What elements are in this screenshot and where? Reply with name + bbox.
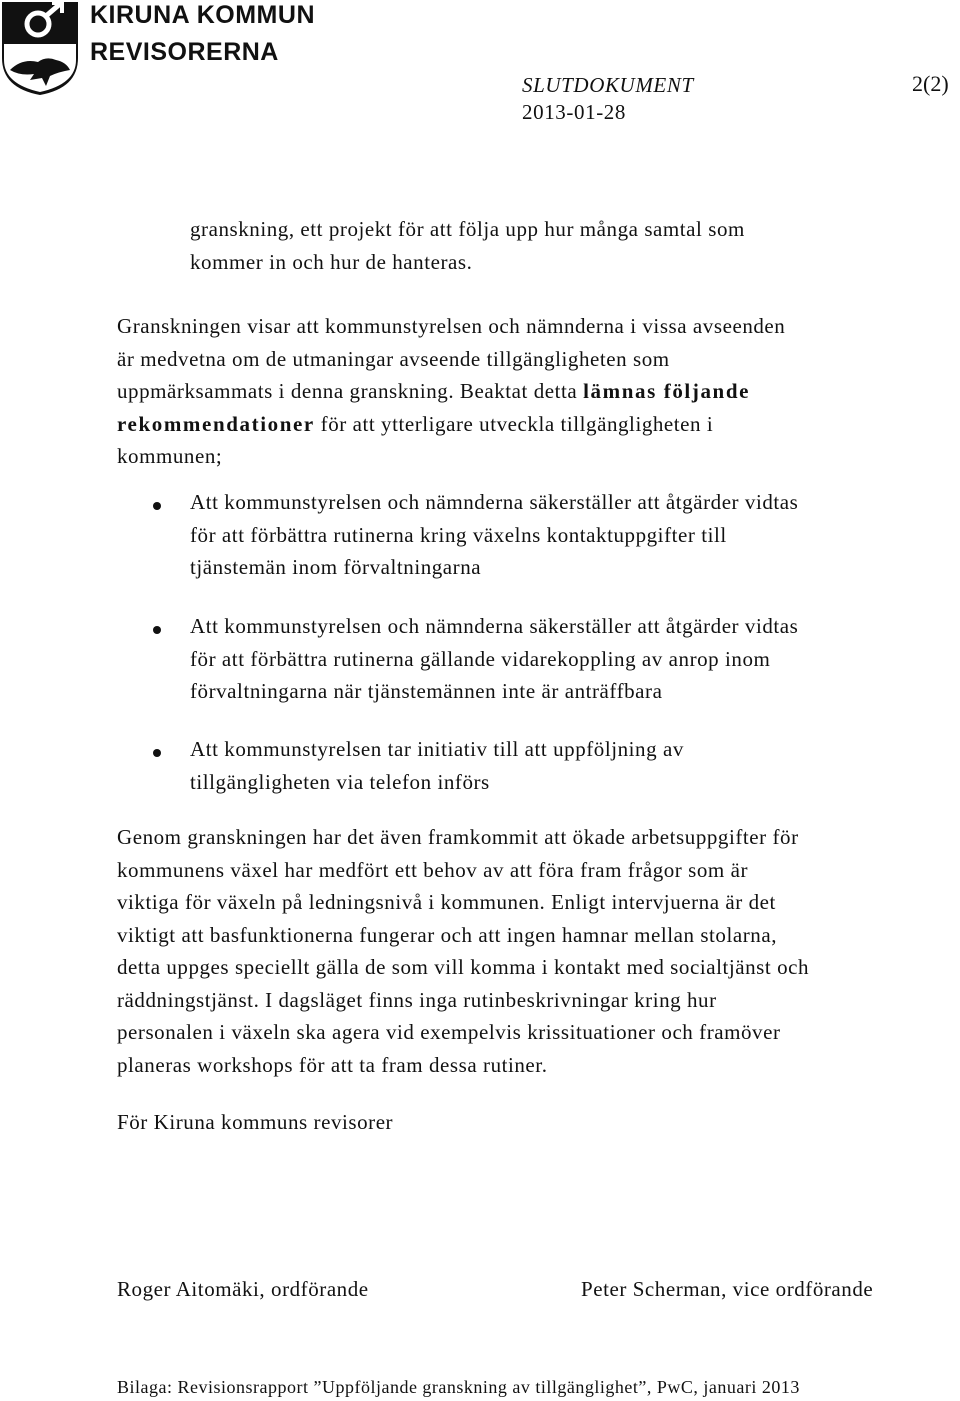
bullet-icon: [153, 626, 161, 634]
text-line: Genom granskningen har det även framkommit att ökade arbetsuppgifter för: [117, 825, 799, 849]
signature-chair: Roger Aitomäki, ordförande: [117, 1277, 369, 1301]
text-run: för att ytterligare utveckla tillgängligheten i: [314, 411, 714, 436]
text-line: planeras workshops för att ta fram dessa rutiner.: [117, 1052, 548, 1077]
text-line: detta uppges speciellt gälla de som vill komma i kontakt med socialtjänst och: [117, 955, 810, 979]
coat-of-arms-icon: [0, 0, 80, 96]
bullet-icon: [153, 502, 161, 510]
closing-line: För Kiruna kommuns revisorer: [117, 1110, 394, 1134]
recommendation-item: [190, 733, 684, 798]
page-number: 2(2): [912, 71, 949, 96]
text-line: [117, 375, 785, 408]
kiruna-logo: [0, 0, 330, 100]
text-line: kommer in och hur de hanteras.: [190, 249, 473, 274]
document-date: 2013-01-28: [522, 100, 626, 124]
text-line: kommunen;: [117, 444, 223, 468]
text-line: viktigt att basfunktionerna fungerar och att ingen hamnar mellan stolarna,: [117, 922, 777, 947]
text-line: för att förbättra rutinerna gällande vidarekoppling av anrop inom: [190, 646, 771, 671]
emphasis-text: rekommendationer: [117, 411, 315, 436]
attachment-footer: Bilaga: Revisionsrapport ”Uppföljande granskning av tillgänglighet”, PwC, januari 2013: [117, 1377, 800, 1397]
text-line: granskning, ett projekt för att följa upp hur många samtal som: [190, 217, 745, 241]
text-line: Att kommunstyrelsen och nämnderna säkerställer att åtgärder vidtas: [190, 490, 799, 514]
recommendation-item: [190, 610, 798, 708]
text-line: tjänstemän inom förvaltningarna: [190, 555, 482, 579]
text-line: [117, 408, 785, 441]
document-type: SLUTDOKUMENT: [522, 73, 694, 97]
intro-paragraph: [190, 213, 745, 278]
text-line: är medvetna om de utmaningar avseende tillgängligheten som: [117, 346, 670, 371]
observations-paragraph: [117, 821, 809, 1081]
text-run: uppmärksammats i denna granskning. Beaktat detta: [117, 379, 584, 403]
text-line: kommunens växel har medfört ett behov av att föra fram frågor som är: [117, 857, 749, 882]
bullet-icon: [153, 749, 161, 757]
text-line: förvaltningarna när tjänstemännen inte är anträffbara: [190, 679, 663, 703]
text-line: Att kommunstyrelsen tar initiativ till att uppföljning av: [190, 737, 684, 761]
org-unit: REVISORERNA: [90, 38, 279, 66]
text-line: Granskningen visar att kommunstyrelsen och nämnderna i vissa avseenden: [117, 314, 786, 338]
org-name: KIRUNA KOMMUN: [90, 1, 315, 29]
text-line: för att förbättra rutinerna kring växelns kontaktuppgifter till: [190, 522, 727, 547]
text-line: personalen i växeln ska agera vid exempelvis krissituationer och framöver: [117, 1020, 781, 1044]
findings-paragraph: [117, 310, 785, 473]
text-line: räddningstjänst. I dagsläget finns inga rutinbeskrivningar kring hur: [117, 987, 717, 1012]
signature-vice-chair: Peter Scherman, vice ordförande: [581, 1277, 874, 1301]
text-line: Att kommunstyrelsen och nämnderna säkerställer att åtgärder vidtas: [190, 614, 799, 638]
recommendation-item: [190, 486, 798, 584]
text-line: viktiga för växeln på ledningsnivå i kommunen. Enligt intervjuerna är det: [117, 890, 776, 914]
text-line: tillgängligheten via telefon införs: [190, 769, 490, 794]
emphasis-text: lämnas följande: [583, 379, 751, 403]
